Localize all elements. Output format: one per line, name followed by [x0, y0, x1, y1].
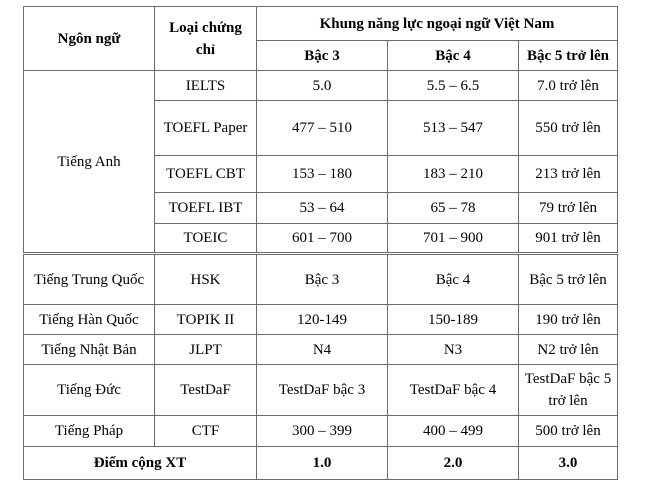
- level-5-value: 7.0 trở lên: [519, 71, 618, 101]
- level-4-value: 183 – 210: [388, 156, 519, 193]
- level-5-value: TestDaF bậc 5 trở lên: [519, 365, 618, 416]
- bonus-level-3: 1.0: [257, 447, 388, 480]
- level-3-value: 53 – 64: [257, 193, 388, 224]
- level-4-value: 701 – 900: [388, 224, 519, 254]
- bonus-row: [24, 447, 618, 480]
- level-4-value: 513 – 547: [388, 101, 519, 156]
- level-5-value: 213 trở lên: [519, 156, 618, 193]
- level-4-value: Bậc 4: [388, 254, 519, 305]
- level-4-value: 400 – 499: [388, 416, 519, 447]
- bonus-label: Điểm cộng XT: [24, 447, 257, 480]
- header-level-3: Bậc 3: [257, 41, 388, 71]
- header-level-5: Bậc 5 trở lên: [519, 41, 618, 71]
- table-row: [24, 335, 618, 365]
- table-row: [24, 254, 618, 305]
- level-3-value: 601 – 700: [257, 224, 388, 254]
- cert-name: HSK: [155, 254, 257, 305]
- level-4-value: N3: [388, 335, 519, 365]
- table-row: [24, 416, 618, 447]
- level-5-value: 500 trở lên: [519, 416, 618, 447]
- table-row: [24, 305, 618, 335]
- level-5-value: 550 trở lên: [519, 101, 618, 156]
- level-3-value: 5.0: [257, 71, 388, 101]
- table-row: [24, 365, 618, 416]
- header-row-top: [24, 7, 618, 41]
- level-3-value: TestDaF bậc 3: [257, 365, 388, 416]
- cert-name: TestDaF: [155, 365, 257, 416]
- certificate-table-wrapper: [23, 6, 618, 480]
- bonus-level-4: 2.0: [388, 447, 519, 480]
- cert-name: TOEFL CBT: [155, 156, 257, 193]
- cert-name: TOEFL IBT: [155, 193, 257, 224]
- level-4-value: TestDaF bậc 4: [388, 365, 519, 416]
- level-3-value: 153 – 180: [257, 156, 388, 193]
- level-3-value: 300 – 399: [257, 416, 388, 447]
- level-3-value: Bậc 3: [257, 254, 388, 305]
- level-3-value: N4: [257, 335, 388, 365]
- language-name: Tiếng Pháp: [24, 416, 155, 447]
- level-5-value: 901 trở lên: [519, 224, 618, 254]
- cert-name: CTF: [155, 416, 257, 447]
- table-row: [24, 71, 618, 101]
- cert-name: IELTS: [155, 71, 257, 101]
- language-certificate-table: [23, 6, 618, 480]
- level-5-value: Bậc 5 trở lên: [519, 254, 618, 305]
- language-name: Tiếng Hàn Quốc: [24, 305, 155, 335]
- level-4-value: 150-189: [388, 305, 519, 335]
- cert-name: TOEFL Paper: [155, 101, 257, 156]
- level-3-value: 477 – 510: [257, 101, 388, 156]
- header-language: Ngôn ngữ: [24, 7, 155, 71]
- bonus-level-5: 3.0: [519, 447, 618, 480]
- level-4-value: 65 – 78: [388, 193, 519, 224]
- level-3-value: 120-149: [257, 305, 388, 335]
- language-name: Tiếng Nhật Bản: [24, 335, 155, 365]
- header-level-4: Bậc 4: [388, 41, 519, 71]
- level-5-value: 190 trở lên: [519, 305, 618, 335]
- cert-name: TOEIC: [155, 224, 257, 254]
- level-4-value: 5.5 – 6.5: [388, 71, 519, 101]
- cert-name: TOPIK II: [155, 305, 257, 335]
- level-5-value: N2 trở lên: [519, 335, 618, 365]
- language-name: Tiếng Trung Quốc: [24, 254, 155, 305]
- language-name: Tiếng Đức: [24, 365, 155, 416]
- level-5-value: 79 trở lên: [519, 193, 618, 224]
- cert-name: JLPT: [155, 335, 257, 365]
- header-certificate: Loại chứng chỉ: [155, 7, 257, 71]
- header-framework: Khung năng lực ngoại ngữ Việt Nam: [257, 7, 618, 41]
- language-english: Tiếng Anh: [24, 71, 155, 254]
